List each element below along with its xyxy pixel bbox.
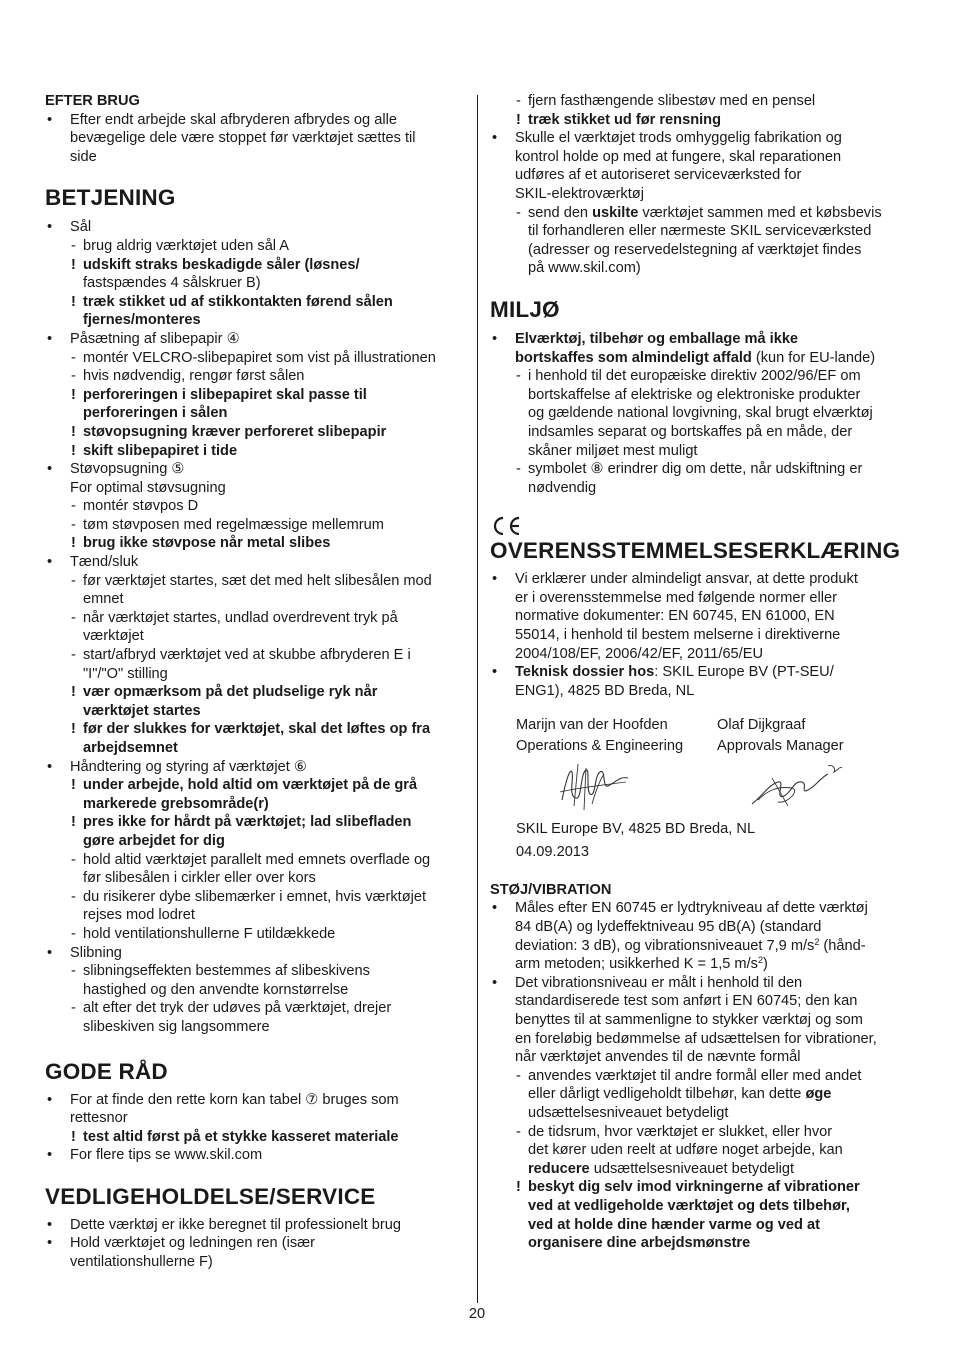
dash-item	[490, 367, 918, 386]
bullet-marker: •	[492, 130, 498, 147]
text-run: uskilte	[592, 204, 639, 221]
bullet-item-continuation	[490, 1011, 918, 1030]
dash-item-continuation	[490, 442, 918, 461]
bullet-item	[490, 899, 918, 918]
text-run: "I"/"O" stilling	[83, 665, 168, 682]
signature-1-icon	[556, 760, 636, 816]
warning-item	[45, 813, 467, 832]
dash-item-continuation	[45, 906, 467, 925]
bullet-item	[45, 758, 467, 777]
dash-item-continuation	[490, 1085, 918, 1104]
dash-item-continuation	[490, 1141, 918, 1160]
signatory-title: Approvals Manager	[717, 738, 844, 755]
bullet-item	[45, 460, 467, 479]
text-run: slibeskiven sig langsommere	[83, 1018, 270, 1035]
ce-mark-icon	[490, 515, 524, 537]
dash-marker: -	[516, 1123, 521, 1140]
text-run: værktøjet	[83, 628, 144, 645]
dash-marker: -	[71, 963, 76, 980]
dash-item-continuation	[490, 241, 918, 260]
dash-item-continuation	[45, 665, 467, 684]
text-run: symbolet ⑧ erindrer dig om dette, når udskiftning er	[528, 461, 863, 478]
dash-marker: -	[71, 1000, 76, 1017]
dash-item-continuation	[45, 627, 467, 646]
dash-item-continuation	[490, 404, 918, 423]
text-run: udsættelsesniveauet betydeligt	[589, 1160, 795, 1177]
dash-item	[45, 962, 467, 981]
dash-item-continuation	[45, 274, 467, 293]
warning-marker: !	[516, 1179, 521, 1196]
text-run: kontrol holde op med at fungere, skal reparationen	[515, 148, 842, 165]
text-run: nødvendig	[528, 479, 597, 496]
text-run: (kun for EU-lande)	[751, 349, 876, 366]
text-run: Slibning	[70, 944, 122, 961]
ce-section	[490, 515, 918, 862]
text-run: Hold værktøjet og ledningen ren (især	[70, 1235, 315, 1252]
bullet-marker: •	[47, 944, 53, 961]
text-run: Håndtering og styring af værktøjet ⑥	[70, 758, 307, 775]
text-run: 55014, i henhold til bestem melserne i direktiverne	[515, 627, 841, 644]
dash-item	[45, 367, 467, 386]
dash-marker: -	[71, 349, 76, 366]
bullet-item-continuation	[490, 937, 918, 956]
text-run: emnet	[83, 591, 124, 608]
text-run: Teknisk dossier hos	[515, 664, 655, 681]
text-run: vær opmærksom på det pludselige ryk når	[83, 684, 378, 701]
dash-marker: -	[516, 368, 521, 385]
bullet-item-continuation	[45, 129, 467, 148]
dash-item-continuation	[490, 1104, 918, 1123]
warning-item-continuation	[45, 832, 467, 851]
warning-item	[45, 442, 467, 461]
bullet-item	[45, 944, 467, 963]
text-run: : SKIL Europe BV (PT-SEU/	[654, 664, 834, 681]
dash-item-continuation	[490, 386, 918, 405]
text-run: markerede grebsområde(r)	[83, 795, 269, 812]
bullet-item-continuation	[45, 1109, 467, 1128]
dash-marker: -	[71, 498, 76, 515]
text-run: side	[70, 148, 97, 165]
dash-marker: -	[71, 925, 76, 942]
dash-item	[45, 237, 467, 256]
text-run: montér VELCRO-slibepapiret som vist på illustrationen	[83, 349, 436, 366]
bullet-item-continuation	[45, 1253, 467, 1272]
bullet-marker: •	[47, 758, 53, 775]
warning-item	[45, 683, 467, 702]
warning-item-continuation	[45, 702, 467, 721]
bullet-marker: •	[492, 974, 498, 991]
warning-item	[45, 423, 467, 442]
dash-marker: -	[516, 461, 521, 478]
text-run: Dette værktøj er ikke beregnet til professionelt brug	[70, 1216, 401, 1233]
warning-item-continuation	[490, 1197, 918, 1216]
signatures	[516, 760, 918, 816]
text-run: ved at vedligeholde værktøjet og dets tilbehør,	[528, 1197, 850, 1214]
dash-item	[45, 999, 467, 1018]
text-run: Efter endt arbejde skal afbryderen afbrydes og alle	[70, 111, 397, 128]
dash-item	[45, 851, 467, 870]
text-run: støvopsugning kræver perforeret slibepapir	[83, 423, 387, 440]
text-run: start/afbryd værktøjet ved at skubbe afbryderen E i	[83, 647, 411, 664]
bullet-item-continuation	[490, 682, 918, 701]
text-run: det kører uden reelt at udføre noget arbejde, kan	[528, 1142, 843, 1159]
text-run: udføres af et autoriseret serviceværksted for	[515, 167, 802, 184]
dash-item	[45, 609, 467, 628]
text-run: beskyt dig selv imod virkningerne af vibrationer	[528, 1179, 860, 1196]
indented-text	[45, 479, 467, 498]
bullet-item-continuation	[490, 607, 918, 626]
signatory-2	[717, 716, 918, 755]
warning-item	[45, 720, 467, 739]
text-run: perforeringen i slibepapiret skal passe til	[83, 386, 367, 403]
section-heading: VEDLIGEHOLDELSE/SERVICE	[45, 1183, 376, 1209]
text-run: standardiserede test som anført i EN 60745; den kan	[515, 993, 858, 1010]
text-run: alt efter det tryk der udøves på værktøjet, drejer	[83, 1000, 392, 1017]
dash-item	[490, 460, 918, 479]
dash-item	[45, 516, 467, 535]
text-run: hold altid værktøjet parallelt med emnets overflade og	[83, 851, 431, 868]
bullet-marker: •	[47, 111, 53, 128]
text-run: når værktøjet startes, undlad overdrevent tryk på	[83, 609, 398, 626]
warning-item-continuation	[45, 311, 467, 330]
bullet-item	[45, 218, 467, 237]
bullet-item-continuation	[45, 148, 467, 167]
dash-item	[490, 204, 918, 223]
dash-marker: -	[71, 888, 76, 905]
text-run: (adresser og reservedelstegning af værktøjet findes	[528, 241, 862, 258]
text-run: før slibesålen i cirkler eller over kors	[83, 870, 316, 887]
text-run: er i overensstemmelse med følgende normer eller	[515, 589, 838, 606]
dash-item-continuation	[490, 1160, 918, 1179]
text-run: 84 dB(A) og lydeffektniveau 95 dB(A) (standard	[515, 919, 822, 935]
text-run: SKIL-elektroværktøj	[515, 185, 644, 202]
text-run: test altid først på et stykke kasseret materiale	[83, 1128, 399, 1145]
text-run: ENG1), 4825 BD Breda, NL	[515, 682, 695, 699]
text-run: (hånd-	[819, 937, 866, 954]
dash-item-continuation	[45, 590, 467, 609]
text-run: 2	[757, 955, 763, 966]
text-run: Skulle el værktøjet trods omhyggelig fabrikation og	[515, 130, 842, 147]
dash-item-continuation	[45, 1018, 467, 1037]
bullet-item	[490, 974, 918, 993]
text-run: ved at holde dine hænder varme og ved at	[528, 1216, 820, 1233]
text-run: For optimal støvsugning	[70, 479, 226, 496]
bullet-item	[45, 1234, 467, 1253]
text-run: brug aldrig værktøjet uden sål A	[83, 237, 290, 254]
warning-item	[45, 776, 467, 795]
dash-item	[45, 497, 467, 516]
dash-item-continuation	[490, 423, 918, 442]
column-divider	[477, 95, 478, 1303]
text-run: når værktøjet anvendes til de nævnte formål	[515, 1049, 801, 1066]
dash-marker: -	[516, 1067, 521, 1084]
bullet-item	[490, 129, 918, 148]
warning-item-continuation	[45, 739, 467, 758]
dash-marker: -	[71, 851, 76, 868]
page-number: 20	[468, 1306, 486, 1322]
text-run: træk stikket ud før rensning	[528, 111, 721, 128]
text-run: du risikerer dybe slibemærker i emnet, hvis værktøjet	[83, 888, 427, 905]
bullet-item	[45, 1091, 467, 1110]
text-run: under arbejde, hold altid om værktøjet på de grå	[83, 777, 418, 794]
right-column	[490, 92, 918, 1253]
bullet-item	[45, 553, 467, 572]
dash-marker: -	[71, 647, 76, 664]
dash-item	[490, 92, 918, 111]
text-run: rettesnor	[70, 1110, 128, 1127]
bullet-marker: •	[492, 330, 498, 347]
warning-item	[490, 111, 918, 130]
text-run: pres ikke for hårdt på værktøjet; lad slibefladen	[83, 814, 412, 831]
text-run: gøre arbejdet for dig	[83, 832, 225, 849]
bullet-marker: •	[47, 461, 53, 478]
bullet-item-continuation	[490, 185, 918, 204]
signatory-1	[516, 716, 717, 755]
warning-item-continuation	[45, 795, 467, 814]
warning-marker: !	[71, 721, 76, 738]
text-run: og gældende national lovgivning, skal brugt elværktøj	[528, 405, 873, 422]
warning-item	[45, 256, 467, 275]
text-run: bortskaffes som almindeligt affald	[515, 349, 752, 366]
signature-block	[516, 716, 918, 861]
dash-item-continuation	[490, 479, 918, 498]
warning-item-continuation	[45, 404, 467, 423]
bullet-item-continuation	[490, 589, 918, 608]
text-run: 2004/108/EF, 2006/42/EF, 2011/65/EU	[515, 645, 764, 662]
text-run: For flere tips se www.skil.com	[70, 1147, 263, 1164]
text-run: eller dårligt vedligeholdt tilbehør, kan dette	[528, 1086, 806, 1103]
text-run: montér støvpos D	[83, 498, 199, 515]
bullet-marker: •	[47, 330, 53, 347]
warning-marker: !	[71, 777, 76, 794]
text-run: før der slukkes for værktøjet, skal det løftes op fra	[83, 721, 431, 738]
bullet-marker: •	[492, 664, 498, 681]
bullet-item-continuation	[490, 1030, 918, 1049]
bullet-marker: •	[492, 900, 498, 917]
bullet-item-continuation	[490, 992, 918, 1011]
noise-vibration-section	[490, 881, 918, 1253]
text-run: i henhold til det europæiske direktiv 2002/96/EF om	[528, 368, 861, 385]
declaration-date: 04.09.2013	[516, 844, 590, 861]
text-run: slibningseffekten bestemmes af slibeskivens	[83, 963, 370, 980]
bullet-item-continuation	[490, 955, 918, 974]
service-and-environment	[490, 92, 918, 497]
bullet-marker: •	[47, 1091, 53, 1108]
text-run: indsamles separat og bortskaffes på en måde, der	[528, 423, 853, 440]
text-run: rejses mod lodret	[83, 907, 195, 924]
text-run: )	[762, 956, 768, 973]
text-run: brug ikke støvpose når metal slibes	[83, 535, 331, 552]
section-heading: BETJENING	[45, 185, 176, 211]
text-run: bortskaffelse af elektriske og elektroniske produkter	[528, 386, 861, 403]
dash-item	[490, 1123, 918, 1142]
text-run: tøm støvposen med regelmæssige mellemrum	[83, 516, 384, 533]
dash-item	[45, 646, 467, 665]
text-run: en foreløbig bedømmelse af udsættelsen for vibrationer,	[515, 1030, 877, 1047]
dash-item	[45, 925, 467, 944]
text-run: udskift straks beskadigde såler	[83, 256, 301, 273]
warning-marker: !	[71, 814, 76, 831]
text-run: For at finde den rette korn kan tabel ⑦ bruges som	[70, 1091, 399, 1108]
text-run: værktøjet sammen med et købsbevis	[638, 204, 882, 221]
text-run: skåner miljøet mest muligt	[528, 442, 698, 459]
warning-item-continuation	[490, 1216, 918, 1235]
warning-marker: !	[71, 1128, 76, 1145]
text-run: fastspændes 4 sålskruer B)	[83, 275, 261, 292]
bullet-item	[490, 330, 918, 349]
warning-item	[45, 1128, 467, 1147]
bullet-item	[45, 330, 467, 349]
warning-marker: !	[71, 442, 76, 459]
text-run: til forhandleren eller nærmeste SKIL serviceværksted	[528, 223, 872, 240]
bullet-item	[45, 111, 467, 130]
text-run: arm metoden; usikkerhed K = 1,5 m/s	[515, 956, 758, 973]
warning-marker: !	[71, 386, 76, 403]
text-run: organisere dine arbejdsmønstre	[528, 1235, 751, 1252]
text-run: ventilationshullerne F)	[70, 1254, 213, 1271]
declaration-heading: OVERENSSTEMMELSESERKLÆRING	[490, 538, 901, 564]
warning-item	[45, 386, 467, 405]
text-run: normative dokumenter: EN 60745, EN 61000, EN	[515, 608, 835, 625]
signature-2-icon	[748, 760, 844, 816]
text-run: før værktøjet startes, sæt det med helt slibesålen mod	[83, 572, 432, 589]
text-run: send den	[528, 204, 593, 221]
text-run: deviation: 3 dB), og vibrationsniveauet 7,9 m/s	[515, 937, 815, 954]
text-run: Vi erklærer under almindeligt ansvar, at dette produkt	[515, 571, 858, 588]
bullet-marker: •	[47, 554, 53, 571]
text-run: Det vibrationsniveau er målt i henhold til den	[515, 974, 803, 991]
text-run: de tidsrum, hvor værktøjet er slukket, eller hvor	[528, 1123, 833, 1140]
signatory-name: Olaf Dijkgraaf	[717, 717, 806, 734]
dash-item	[45, 888, 467, 907]
bullet-item-continuation	[490, 148, 918, 167]
dash-item	[45, 572, 467, 591]
text-run: benyttes til at sammenligne to stykker værktøj og som	[515, 1011, 863, 1028]
warning-marker: !	[71, 423, 76, 440]
text-run: Måles efter EN 60745 er lydtrykniveau af dette værktøj	[515, 900, 868, 917]
text-run: øge	[805, 1086, 832, 1103]
dash-marker: -	[71, 237, 76, 254]
dash-marker: -	[71, 572, 76, 589]
text-run: hold ventilationshullerne F utildækkede	[83, 925, 336, 942]
text-run: Sål	[70, 219, 92, 236]
bullet-item	[490, 663, 918, 682]
dash-item	[45, 349, 467, 368]
noise-heading: STØJ/VIBRATION	[490, 881, 612, 898]
dash-marker: -	[71, 368, 76, 385]
warning-item	[45, 293, 467, 312]
bullet-marker: •	[47, 1147, 53, 1164]
dash-item-continuation	[45, 869, 467, 888]
noise-list	[490, 899, 918, 1252]
text-run: Påsætning af slibepapir ④	[70, 330, 240, 347]
text-run: fjern fasthængende slibestøv med en pensel	[528, 93, 816, 109]
left-column	[45, 92, 467, 1272]
bullet-item-continuation	[490, 1048, 918, 1067]
dash-item-continuation	[490, 222, 918, 241]
bullet-marker: •	[47, 219, 53, 236]
bullet-item-continuation	[490, 918, 918, 937]
dash-item	[490, 1067, 918, 1086]
bullet-item-continuation	[490, 626, 918, 645]
dash-marker: -	[516, 93, 521, 109]
text-run: Tænd/sluk	[70, 554, 139, 571]
warning-marker: !	[71, 256, 76, 273]
text-run: perforeringen i sålen	[83, 405, 228, 422]
dash-item-continuation	[490, 259, 918, 278]
signatory-name: Marijn van der Hoofden	[516, 717, 668, 734]
text-run: hvis nødvendig, rengør først sålen	[83, 368, 305, 385]
text-run: træk stikket ud af stikkontakten førend sålen	[83, 293, 393, 310]
text-run: (løsnes/	[300, 256, 360, 273]
bullet-item	[490, 570, 918, 589]
text-run: fjernes/monteres	[83, 312, 201, 329]
text-run: 2	[814, 936, 820, 947]
dash-marker: -	[516, 204, 521, 221]
bullet-marker: •	[492, 571, 498, 588]
bullet-marker: •	[47, 1216, 53, 1233]
warning-marker: !	[71, 535, 76, 552]
dash-item-continuation	[45, 981, 467, 1000]
bullet-item-continuation	[490, 166, 918, 185]
subsection-heading: EFTER BRUG	[45, 93, 140, 109]
warning-item	[490, 1178, 918, 1197]
text-run: udsættelsesniveauet betydeligt	[528, 1104, 729, 1121]
warning-item-continuation	[490, 1234, 918, 1253]
bullet-marker: •	[47, 1235, 53, 1252]
text-run: bevægelige dele være stoppet før værktøjet sættes til	[70, 130, 416, 147]
text-run: Støvopsugning ⑤	[70, 461, 185, 478]
dash-marker: -	[71, 609, 76, 626]
bullet-item-continuation	[490, 349, 918, 368]
dash-marker: -	[71, 516, 76, 533]
text-run: værktøjet startes	[83, 702, 201, 719]
text-run: hastighed og den anvendte kornstørrelse	[83, 981, 349, 998]
text-run: arbejdsemnet	[83, 740, 178, 756]
bullet-item	[45, 1216, 467, 1235]
text-run: anvendes værktøjet til andre formål eller med andet	[528, 1067, 862, 1084]
warning-item	[45, 534, 467, 553]
warning-marker: !	[71, 684, 76, 701]
text-run: reducere	[528, 1160, 590, 1177]
company-line: SKIL Europe BV, 4825 BD Breda, NL	[516, 820, 756, 837]
text-run: på www.skil.com)	[528, 260, 641, 277]
declaration-list	[490, 570, 918, 700]
warning-marker: !	[516, 111, 521, 128]
bullet-item	[45, 1146, 467, 1165]
signatory-title: Operations & Engineering	[516, 738, 684, 755]
text-run: Elværktøj, tilbehør og emballage må ikke	[515, 330, 799, 347]
warning-marker: !	[71, 293, 76, 310]
text-run: skift slibepapiret i tide	[83, 442, 238, 459]
section-heading: GODE RÅD	[45, 1058, 168, 1084]
section-heading: MILJØ	[490, 296, 560, 322]
bullet-item-continuation	[490, 645, 918, 664]
